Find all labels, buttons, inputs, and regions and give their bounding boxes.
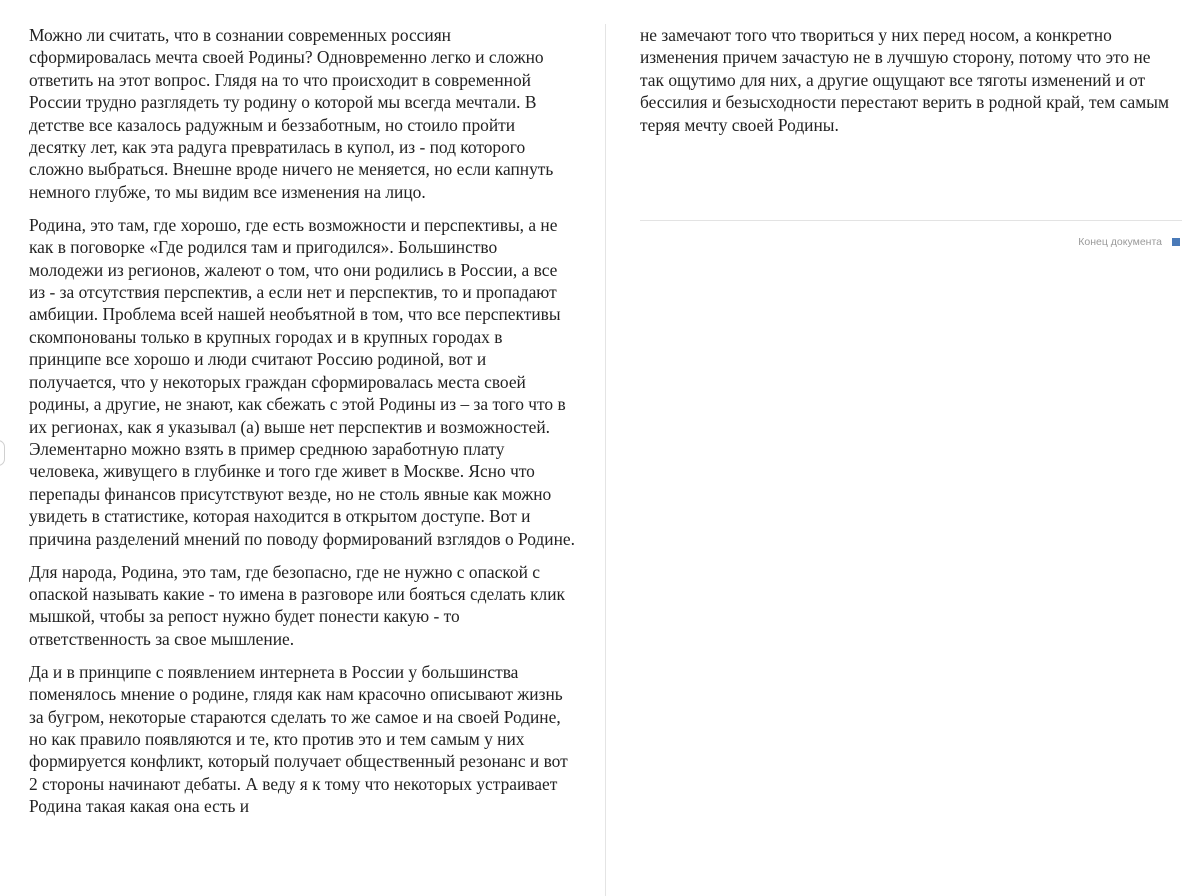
right-column (640, 24, 1176, 147)
paragraph: Можно ли считать, что в сознании современных россиян сформировалась мечта своей Родины? Одновременно легко и сложно ответить на этот вопрос. Глядя на то что происходит в современной России трудно разглядеть ту родину о которой мы всегда мечтали. В детстве все казалось радужным и беззаботным, но стоило пройти десятку лет, как эта радуга превратилась в купол, из - под которого сложно выбраться. Внешне вроде ничего не меняется, но если капнуть немного глубже, то мы видим все изменения на лицо. (29, 25, 554, 202)
left-column (29, 24, 575, 828)
end-of-document-label: Конец документа (1078, 236, 1162, 248)
paragraph: Родина, это там, где хорошо, где есть возможности и перспективы, а не как в поговорке «Где родился там и пригодился». Большинство молодежи из регионов, жалеют о том, что они родились в России, а все из - за отсутствия перспектив, а если нет и перспектив, то и пропадают амбиции. Проблема всей нашей необъятной в том, что все перспективы скомпонованы только в крупных городах и в крупных городах в принципе все хорошо и люди считают Россию родиной, вот и получается, что у некоторых граждан сформировалась места своей родины, а другие, не знают, как сбежать с этой Родины из – за того что в их регионах, как я указывал (а) выше нет перспектив и возможностей. Элементарно можно взять в пример среднюю заработную плату человека, живущего в глубинке и того где живет в Москве. Ясно что перепады финансов присутствуют везде, но не столь явные как можно увидеть в статистике, которая находится в открытом доступе. Вот и причина разделений мнений по поводу формирований взглядов о Родине. (29, 214, 575, 549)
paragraph: Да и в принципе с появлением интернета в России у большинства поменялось мнение о родине, глядя как нам красочно описывают жизнь за бугром, некоторые стараются сделать то же самое и на своей Родине, но как правило появляются и те, кто против это и тем самым у них формируется конфликт, который получает общественный резонанс и вот 2 стороны начинают дебаты. А веду я к тому что некоторых устраивает Родина такая какая она есть и (29, 661, 568, 817)
end-of-document-marker-icon (1172, 238, 1180, 246)
side-panel-handle[interactable] (0, 440, 5, 466)
paragraph: не замечают того что твориться у них перед носом, а конкретно изменения причем зачастую не в лучшую сторону, потому что это не так ощутимо для них, а другие ощущают все тяготы изменений и от бессилия и безысходности перестают верить в родной край, тем самым теряя мечту своей Родины. (640, 25, 1169, 135)
column-divider (605, 24, 606, 896)
end-of-document-rule (640, 220, 1182, 221)
paragraph: Для народа, Родина, это там, где безопасно, где не нужно с опаской с опаской называть какие - то имена в разговоре или бояться сделать клик мышкой, чтобы за репост нужно будет понести какую - то ответственность за свое мышление. (29, 561, 565, 649)
